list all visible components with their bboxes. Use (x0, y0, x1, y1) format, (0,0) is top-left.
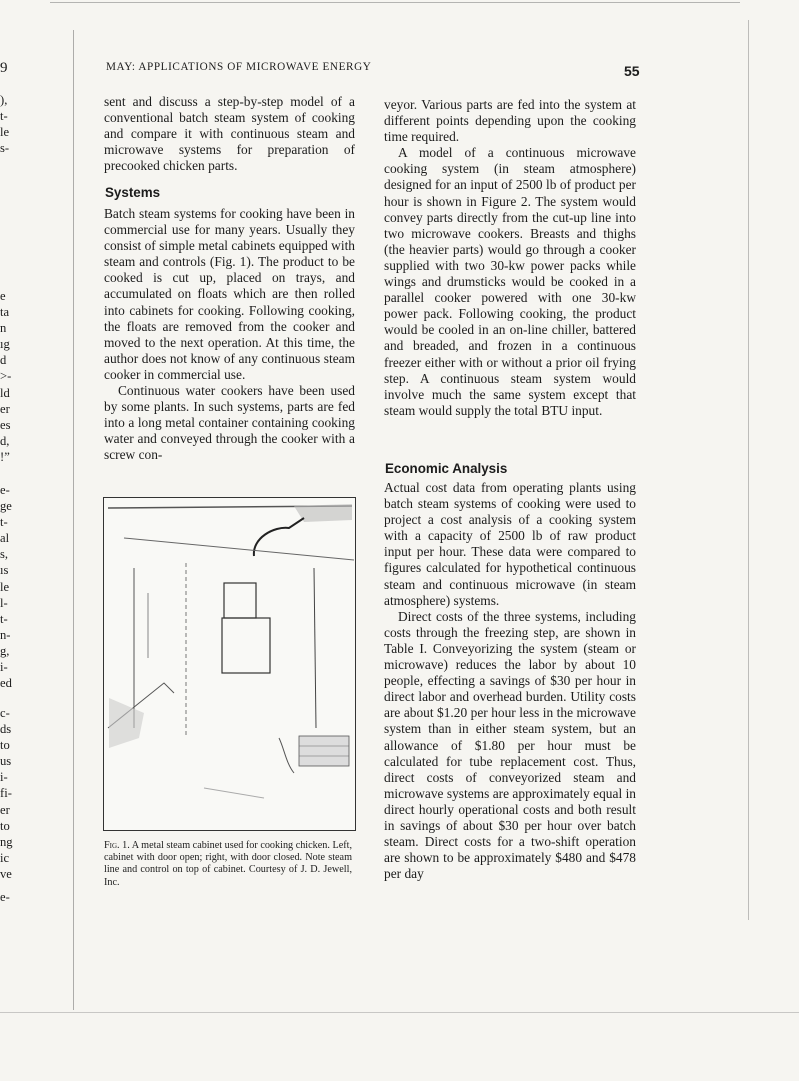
right-column-top (384, 97, 636, 419)
section-heading-systems: Systems (105, 185, 161, 200)
right-column-body (384, 480, 636, 882)
scan-edge-bottom (0, 1012, 799, 1013)
paragraph: Actual cost data from operating plants using batch steam systems of cooking were used to project a cost analysis of a cooking system with a capacity of 2500 lb of raw product input per hour. These data were compared to figures calculated for hypothetical continuous steam and continuous microwave (in steam atmosphere) systems. (384, 480, 636, 608)
scan-edge-top (50, 2, 740, 3)
left-column-intro (104, 94, 355, 174)
facing-page-fragment: ), t- le s- (0, 93, 10, 156)
paragraph: Direct costs of the three systems, including costs through the freezing step, are shown in Table I. Conveyorizing the system (steam or microwave) reduces the labor by about 10 people, effecting a savings of $30 per hour in direct labor and overhead burden. Utility costs are about $1.20 per hour less in the microwave system than in either steam system, but an allowance of $1.80 per hour must be calculated for tube replacement cost. Thus, direct costs of conveyorized steam and microwave systems are approximately equal in direct hourly operational costs and both result in savings of about $30 per hour over batch steam. Direct costs for a two-shift operation are shown to be approximately $480 and $478 per day (384, 608, 636, 882)
facing-page-fragment: e- ge t- al s, ıs le l- t- n- g, i- ed (0, 483, 12, 691)
figure-1-caption (104, 840, 352, 889)
scan-edge-right (748, 20, 749, 920)
facing-page-folio: 9 (0, 60, 8, 76)
paragraph: Continuous water cookers have been used by some plants. In such systems, parts are fed into a long metal container containing cooking water and conveyed through the cooker with a screw con- (104, 383, 355, 463)
paragraph: A model of a continuous microwave cooking system (in steam atmosphere) designed for an input of 2500 lb of product per hour is shown in Figure 2. The system would convey parts directly from the cut-up line into two microwave cookers. Breasts and thighs (the heavier parts) would go through a cooker supplied with two 30-kw power packs while wings and drumsticks would be cooked in a parallel cooker powered with one 30-kw power pack. Following cooking, the product would be cooled in an on-line chiller, battered and breaded, and frozen in a continuous freezer either with or without a prior oil frying step. A continuous steam system would involve much the same system except that steam would supply the total BTU input. (384, 145, 636, 418)
figure-1-photo (103, 497, 356, 831)
left-column-body (104, 206, 355, 464)
scan-gutter-line (73, 30, 74, 1010)
paragraph: sent and discuss a step-by-step model of a conventional batch steam system of cooking and compare it with continuous steam and microwave systems for preparation of precooked chicken parts. (104, 94, 355, 174)
facing-page-fragment: e- (0, 890, 10, 904)
figure-label: Fig. 1. (104, 840, 130, 851)
paragraph: veyor. Various parts are fed into the system at different points depending upon the cooking time required. (384, 97, 636, 145)
caption-text: A metal steam cabinet used for cooking chicken. Left, cabinet with door open; right, with door closed. Note steam line and control on top of cabinet. Courtesy of J. D. Jewell, Inc. (104, 840, 352, 888)
facing-page-fragment: e ta n ıg d >- ld er es d, !” (0, 289, 12, 464)
paragraph: Batch steam systems for cooking have been in commercial use for many years. Usually they consist of simple metal cabinets equipped with steam and controls (Fig. 1). The product to be cooked is cut up, placed on trays, and accumulated on floats which are then rolled into cabinets for cooking. Following cooking, the floats are removed from the cooker and moved to the next operation. At this time, the author does not know of any continuous steam cooker in commercial use. (104, 206, 355, 382)
running-head: MAY: APPLICATIONS OF MICROWAVE ENERGY (106, 61, 372, 73)
section-heading-economic-analysis: Economic Analysis (385, 461, 508, 476)
facing-page-fragment: c- ds to us i- fi- er to ng ic ve (0, 706, 13, 881)
steam-cabinet-photo (104, 498, 355, 830)
page-number: 55 (624, 63, 640, 79)
